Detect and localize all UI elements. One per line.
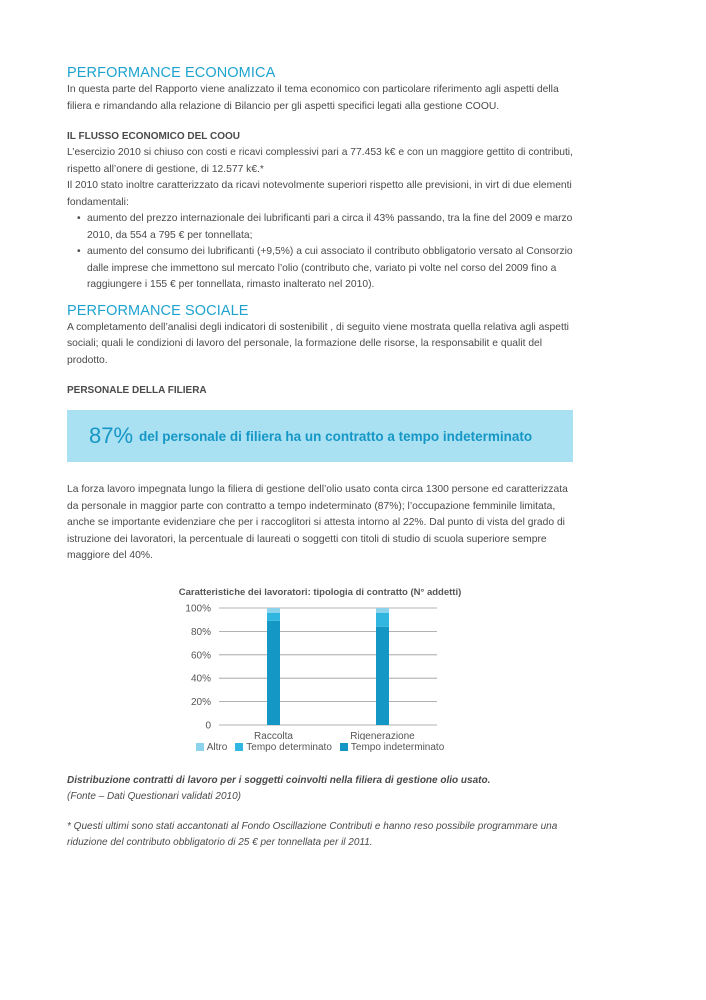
legend-item <box>235 742 332 753</box>
y-tick-label: 100% <box>185 603 211 614</box>
legend-label: Tempo determinato <box>246 741 332 753</box>
bar-segment <box>267 612 280 620</box>
x-tick-label: Raccolta <box>254 730 293 740</box>
list-item: • aumento del consumo dei lubrificanti (+9,5%) a cui associato il contributo obbligatorio versato al Consorzio dalle imprese che immettono sul mercato l’olio (contributo che, variato pi volte nel corso del 2009 fino a raggiungere i 155 € per tonnellata, rimasto inalterato nel 2010). <box>77 246 573 290</box>
chart-legend <box>67 742 573 753</box>
bar-segment <box>267 608 280 613</box>
legend-swatch <box>235 743 243 751</box>
staff-section-title: PERSONALE DELLA FILIERA <box>67 385 207 396</box>
y-tick-label: 40% <box>190 673 211 685</box>
chart-caption <box>67 773 573 805</box>
highlight-banner <box>67 410 573 462</box>
staff-body: La forza lavoro impegnata lungo la filiera di gestione dell’olio usato conta circa 1300 persone ed caratterizzata da personale in maggior parte con contratto a tempo indeterminato (87%); l’occupazione femminile limitata, anche se importante evidenziare che per i raccoglitori si attesta intorno al 22%. Dal punto di vista del grado di istruzione dei lavoratori, la percentuale di laureati o soggetti con titoli di studio di scuola superiore sempre maggiore del 40%. <box>67 484 568 561</box>
footnote: * Questi ultimi sono stati accantonati al Fondo Oscillazione Contributi e hanno reso possibile programmare una riduzione del contributo obbligatorio di 25 € per tonnellata per il 2011. <box>67 820 558 848</box>
bar-segment <box>376 612 389 626</box>
economic-section-title: PERFORMANCE ECONOMICA <box>67 65 276 81</box>
caption-title: Distribuzione contratti di lavoro per i soggetti coinvolti nella filiera di gestione olio usato. <box>67 774 491 786</box>
economic-flow-paragraph-1: L’esercizio 2010 si chiuso con costi e ricavi complessivi pari a 77.453 k€ e con un maggiore gettito di contributi, rispetto all’onere di gestione, di 12.577 k€.* <box>67 147 573 175</box>
social-section-title: PERFORMANCE SOCIALE <box>67 302 249 319</box>
chart-title: Caratteristiche dei lavoratori: tipologia di contratto (N° addetti) <box>178 586 462 598</box>
y-tick-label: 0 <box>205 720 211 731</box>
y-tick-label: 60% <box>190 649 211 661</box>
banner-value: 87% <box>89 423 134 448</box>
legend-swatch <box>340 743 348 751</box>
economic-flow-paragraph-2: Il 2010 stato inoltre caratterizzato da ricavi notevolmente superiori rispetto alle previsioni, in virt di due elementi fondamentali: <box>67 180 572 208</box>
banner-text: del personale di filiera ha un contratto a tempo indeterminato <box>139 428 533 444</box>
bar-segment <box>376 608 389 613</box>
economic-flow-title: IL FLUSSO ECONOMICO DEL COOU <box>67 131 240 142</box>
bullet-icon: • <box>77 246 81 257</box>
page-content <box>67 64 573 851</box>
legend-label: Altro <box>206 741 228 753</box>
y-tick-label: 20% <box>190 696 211 708</box>
legend-item <box>340 742 444 753</box>
y-tick-label: 80% <box>190 626 211 638</box>
economic-bullet-list <box>67 211 573 294</box>
legend-item <box>196 742 228 753</box>
bar-segment <box>267 620 280 724</box>
bullet-icon: • <box>77 213 81 224</box>
economic-intro: In questa parte del Rapporto viene analizzato il tema economico con particolare riferimento agli aspetti della filiera e rimandando alla relazione di Bilancio per gli aspetti specifici legati alla gestione COOU. <box>67 84 559 112</box>
legend-label: Tempo indeterminato <box>350 741 445 753</box>
list-item: • aumento del prezzo internazionale dei lubrificanti pari a circa il 43% passando, tra la fine del 2009 e marzo 2010, da 554 a 795 € per tonnellata; <box>77 213 573 241</box>
contract-chart <box>67 600 573 740</box>
legend-swatch <box>196 743 204 751</box>
caption-source: (Fonte – Dati Questionari validati 2010) <box>67 790 241 802</box>
social-intro: A completamento dell’analisi degli indicatori di sostenibilit , di seguito viene mostrata quella relativa agli aspetti sociali; quali le condizioni di lavoro del personale, la formazione delle risorse, la responsabilit e qualit del prodotto. <box>67 321 569 366</box>
x-tick-label: Rigenerazione <box>350 730 415 740</box>
bar-segment <box>376 626 389 724</box>
